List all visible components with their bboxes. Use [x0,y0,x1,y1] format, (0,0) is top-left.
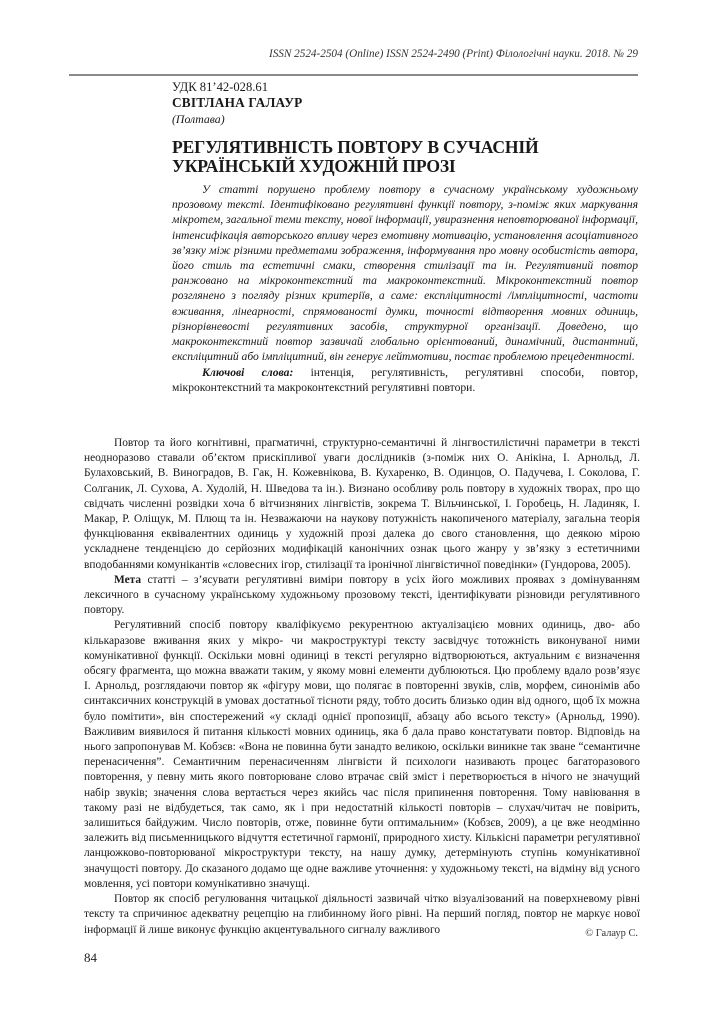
article-title: РЕГУЛЯТИВНІСТЬ ПОВТОРУ В СУЧАСНІЙ УКРАЇНСЬКІЙ ХУДОЖНІЙ ПРОЗІ [172,137,539,176]
paragraph [84,573,640,619]
keywords-list: інтенція, регулятивність, регулятивні способи, повтор, мікроконтекстний та макроконтекстний регулятивні повтори. [172,366,638,395]
article-meta [172,80,642,127]
body-text [84,436,640,938]
udk-code: УДК 81’42-028.61 [172,80,268,94]
paragraph-text: статті – з’ясувати регулятивні виміри повтору в усіх його можливих проявах з домінуванням лексичного в сучасному українському художньому прозовому тексті, ідентифікувати різновиди регулятивного повтору. [84,573,640,617]
paragraph [84,892,640,938]
copyright-notice: © Галаур С. [585,928,638,939]
paragraph-text: Регулятивний спосіб повтору кваліфікуємо рекурентною актуалізацією мовних одиниць, дво- або кількаразове вживання яких у мікро- чи макроструктурі тексту засвідчує тотожність виконуваної ними комунікативної функції. Оскільки мовні одиниці в тексті регулярно відтворюються, актуальним є визначення обсягу фрагмента, що можна вважати таким, у якому мовні елементи дублюються. Цю проблему вдало розв’язує І. Арнольд, розглядаючи повтор як «фігуру мови, що полягає в повторенні звуків, слів, морфем, синонімів або синтаксичних конструкцій в умовах достатньої тісноти ряду, тобто досить близько один від одного, щоб їх можна було помітити», він спостережений «у складі однієї пропозиції, абзацу або всього тексту» (Арнольд, 1990). Важливим виявилося й питання кількості мовних одиниць, яка б дала право констатувати повтор. Відповідь на нього запропонував М. Кобзєв: «Вона не повинна бути занадто великою, оскільки виникне так зване “семантичне перенасичення”. Семантичним перенасиченням лінгвісти й психологи називають процес багаторазового повторення, у певну мить якого повторюване слово втрачає свій зміст і перетворюється в нічого не значущий набір звуків; значення слова вертається через якийсь час після припинення повторення. Тому навіювання в такому разі не відбудеться, так само, як і при недостатній кількості повторів – слухач/читач не повірить, залишиться байдужим. Число повторів, отже, повинне бути оптимальним» (Кобзєв, 2009), а це вже неодмінно залежить від письменницького відчуття естетичної гармонії, природного хисту. Кількісні параметри регулятивної ланцюжково-повторюваної мікроструктури тексту, на нашу думку, детермінують ступінь комунікативної значущості повтору. До сказаного додамо ще одне важливе уточнення: у художньому тексті, на відміну від усного мовлення, усі повтори комунікативно значущі. [84,619,640,890]
keywords [172,365,638,395]
author-name: СВІТЛАНА ГАЛАУР [172,95,303,110]
paragraph-text: Повтор як спосіб регулювання читацької діяльності зазвичай чітко візуалізований на поверхневому рівні тексту та спричинює адекватну рецепцію на глибинному його рівні. На перший погляд, повтор не маркує нової інформації й лише виконує функцію акцентувального сигналу важливого [84,893,640,936]
running-head: ISSN 2524-2504 (Online) ISSN 2524-2490 (Print) Філологічні науки. 2018. № 29 [268,48,638,60]
header-rule [69,74,638,76]
paragraph [84,436,640,573]
paragraph-text: Повтор та його когнітивні, прагматичні, структурно-семантичні й лінгвостилістичні параметри в тексті неодноразово ставали об’єктом прискіпливої уваги дослідників (з-поміж них О. Анікіна, І. Арнольд, Л. Булаховський, В. Виноградов, В. Гак, Н. Кожевнікова, В. Кухаренко, В. Одинцов, О. Падучева, І. Соколова, Г. Солганик, Л. Сухова, А. Худолій, Н. Шведова та ін.). Визнано особливу роль повтору в художніх творах, про що свідчать численні розвідки хоча б вітчизняних лінгвістів, зокрема Т. Вільчинської, І. Горобець, Н. Ладиняк, І. Макар, Р. Оліщук, М. Плющ та ін. Незважаючи на наукову потужність накопиченого матеріалу, загальна теорія функціювання еквівалентних одиниць у художній прозі далека до свого становлення, що деякою мірою ускладнене тенденцією до серйозних модифікацій канонічних ознак цього жанру у зв’язку з естетичними вподобаннями комунікантів «словесних ігор, стилізації та іронічної лінгвістичної поведінки» (Гундорова, 2005). [84,437,640,571]
page-number: 84 [84,950,97,965]
paragraph-lead: Мета [114,573,142,586]
paragraph [84,618,640,892]
keywords-label: Ключові слова: [202,366,294,379]
abstract-text: У статті порушено проблему повтору в сучасному українському художньому прозовому тексті. Ідентифіковано регулятивні функції повтору, з-поміж яких маркування мікротем, загальної теми тексту, нової інформації, увиразнення неповторюваної інформації, інтенсифікація авторського впливу через емотивну мотивацію, установлення асоціативного зв’язку між різними предметами зображення, інформування про мовну особистість автора, його стиль та естетичні смаки, створення стилізації та ін. Регулятивний повтор ранжовано на мікроконтекстний та макроконтекстний. Мікроконтекстний повтор розглянено з погляду різних критеріїв, а саме: експліцитності /імпліцитності, частоти вживання, лінеарності, спрямованості думки, точності відтворення мовних одиниць, різнорівневості регулятивних засобів, структурної організації. Доведено, що макроконтекстний повтор зазвичай глобально орієнтований, динамічний, дистантний, експліцитний або імпліцитний, він генерує лейтмотиви, постає проблемою прецедентності. [172,183,638,364]
author-city: (Полтава) [172,112,225,126]
abstract [172,182,638,364]
